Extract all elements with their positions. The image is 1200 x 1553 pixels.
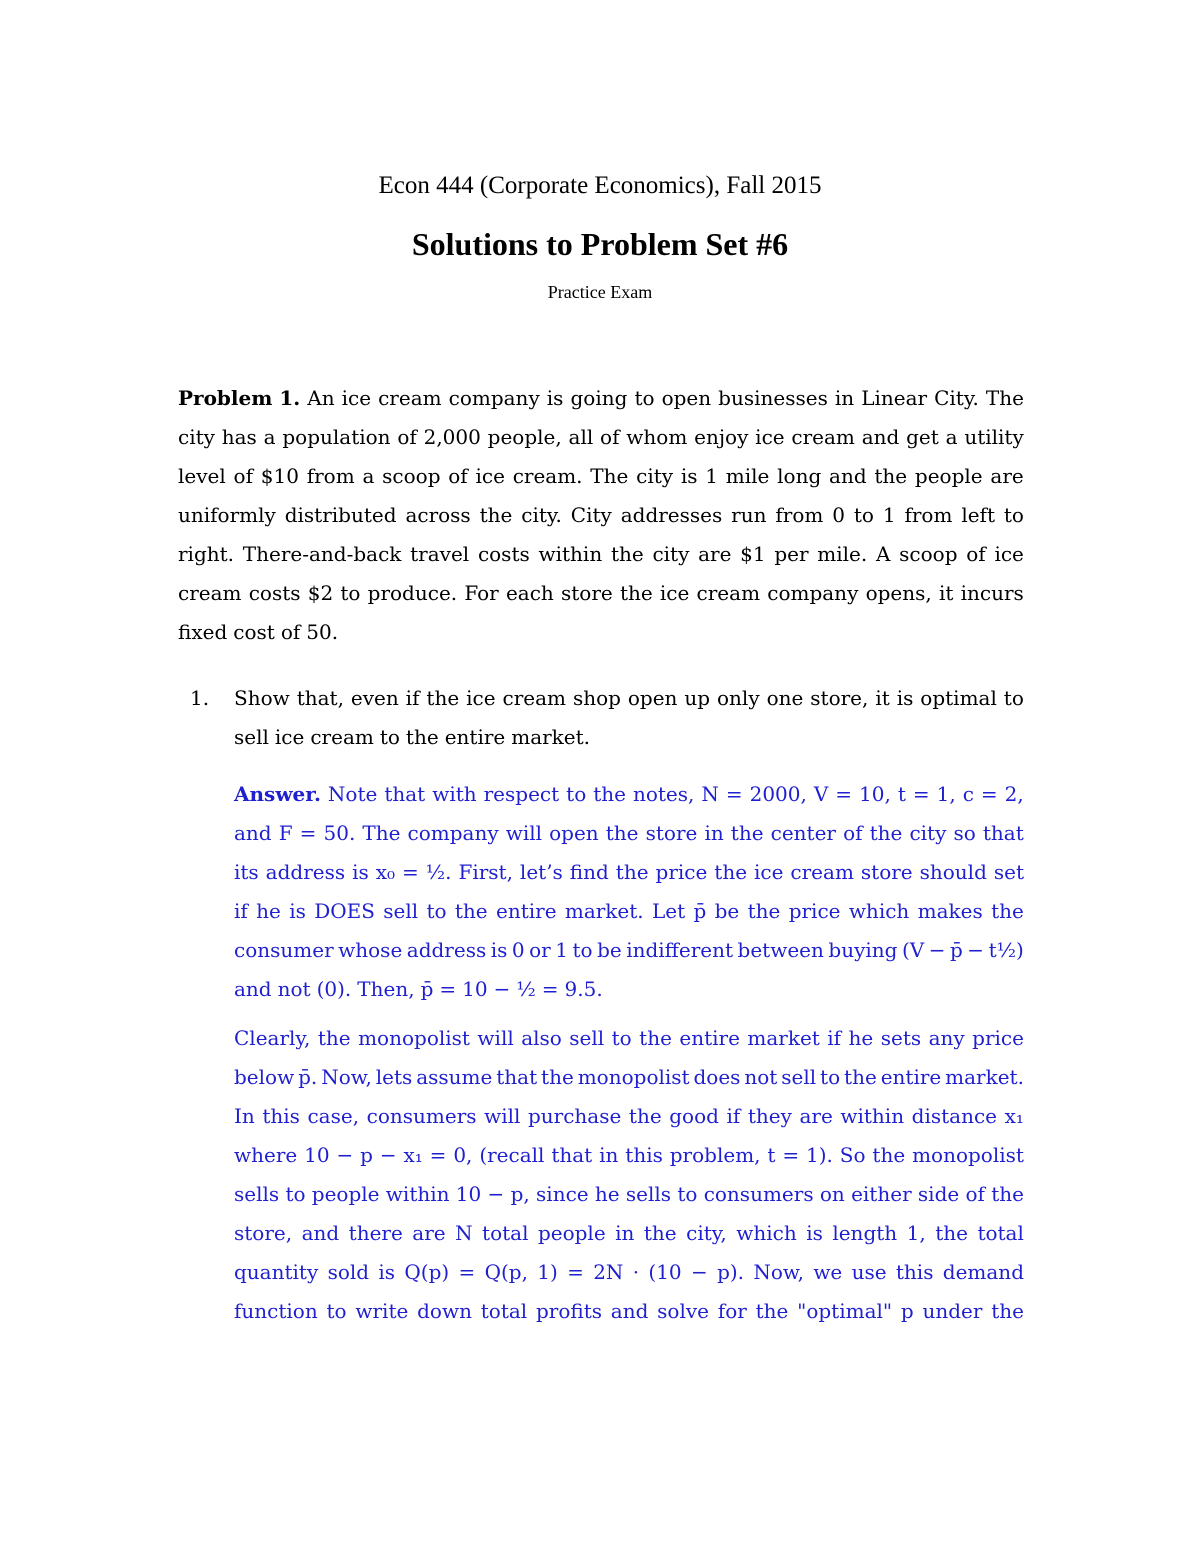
answer-line: and not (0). Then, p̄ = 10 − ½ = 9.5. — [234, 977, 603, 1001]
problem-line: cream costs $2 to produce. For each store the ice cream company opens, it incurs — [178, 581, 1024, 605]
course-heading: Econ 444 (Corporate Economics), Fall 2015 — [378, 172, 822, 199]
answer-line: if he is DOES sell to the entire market. Let p̄ be the price which makes the — [234, 899, 1024, 923]
answer-line: consumer whose address is 0 or 1 to be indifferent between buying (V − p̄ − t½) — [234, 938, 1024, 962]
problem-label: Problem 1. — [178, 386, 301, 410]
problem-line: uniformly distributed across the city. City addresses run from 0 to 1 from left to — [178, 503, 1024, 527]
problem-line: Problem 1. An ice cream company is going to open businesses in Linear City. The — [178, 386, 1024, 410]
answer-line: its address is x₀ = ½. First, let’s find the price the ice cream store should set — [234, 860, 1024, 884]
answer-line: sells to people within 10 − p, since he sells to consumers on either side of the — [234, 1182, 1024, 1206]
problem-line: right. There-and-back travel costs within the city are $1 per mile. A scoop of ice — [178, 542, 1024, 566]
question-line: sell ice cream to the entire market. — [234, 725, 591, 749]
answer-label: Answer. — [234, 782, 321, 806]
answer-line: quantity sold is Q(p) = Q(p, 1) = 2N · (10 − p). Now, we use this demand — [234, 1260, 1024, 1284]
answer-line: Answer. Note that with respect to the notes, N = 2000, V = 10, t = 1, c = 2, — [234, 782, 1024, 806]
answer-line: where 10 − p − x₁ = 0, (recall that in this problem, t = 1). So the monopolist — [234, 1143, 1024, 1167]
answer-line: Clearly, the monopolist will also sell to the entire market if he sets any price — [234, 1026, 1024, 1050]
page-title: Solutions to Problem Set #6 — [411, 226, 789, 262]
answer-line: and F = 50. The company will open the store in the center of the city so that — [234, 821, 1024, 845]
question-line: Show that, even if the ice cream shop open up only one store, it is optimal to — [234, 686, 1024, 710]
problem-line: level of $10 from a scoop of ice cream. The city is 1 mile long and the people are — [178, 464, 1024, 488]
problem-line: city has a population of 2,000 people, all of whom enjoy ice cream and get a utility — [178, 425, 1024, 449]
answer-line: In this case, consumers will purchase the good if they are within distance x₁ — [234, 1104, 1024, 1128]
answer-line: function to write down total profits and solve for the "optimal" p under the — [234, 1299, 1024, 1323]
answer-line: store, and there are N total people in the city, which is length 1, the total — [234, 1221, 1024, 1245]
answer-line: below p̄. Now, lets assume that the monopolist does not sell to the entire market. — [234, 1065, 1024, 1089]
question-number: 1. — [190, 686, 210, 710]
problem-line: fixed cost of 50. — [178, 620, 339, 644]
page-subtitle: Practice Exam — [547, 282, 653, 302]
